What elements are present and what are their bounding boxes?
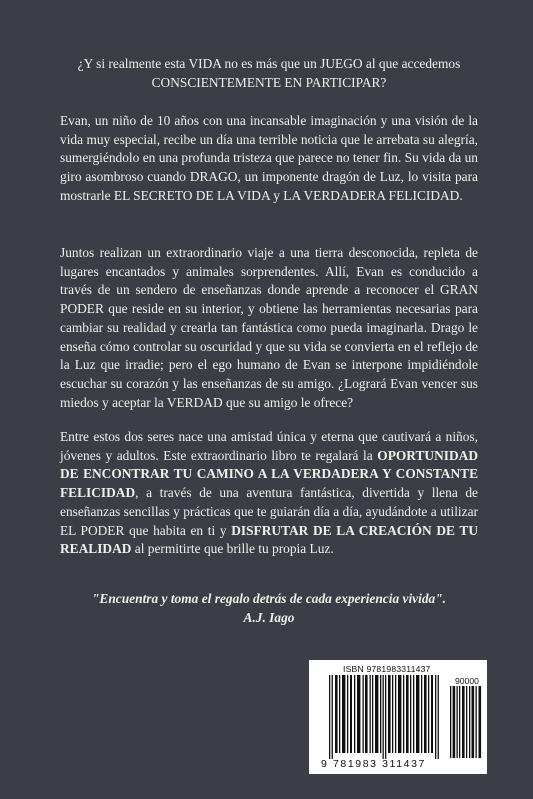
intro-question: ¿Y si realmente esta VIDA no es más que un JUEGO al que accedemos CONSCIENTEMENTE EN PARTICIPAR? [77,56,461,90]
isbn-barcode [309,660,487,774]
p4-text-c: al permitirte que brille tu propia Luz. [131,541,334,557]
price-code: 90000 [455,676,479,686]
synopsis-paragraph-2: Juntos realizan un extraordinario viaje a una tierra desconocida, repleta de lugares encantados y animales sorprendentes. Allí, Evan es conducido a través de un sendero de enseñanzas donde aprende a reconocer el GRAN PODER que reside en su interior, y obtiene las herramientas necesarias para cambiar su realidad y crearla tan fantástica como pueda imaginarla. Drago le enseña cómo controlar su oscuridad y que su vida se convierta en el reflejo de la Luz que irradie; pero el ego humano de Evan se interpone impidiéndole escuchar su corazón y las enseñanzas de su amigo. ¿Logrará Evan vencer sus miedos y aceptar la VERDAD que su amigo le ofrece? [60,245,478,410]
p4-text-b: , a través de una aventura fantástica, divertida y llena de enseñanzas sencillas y prácticas que te guiarán día a día, ayudándote a utilizar EL PODER que habita en ti y [60,485,478,538]
addon-barcode-bars [450,686,482,758]
quote-block [60,589,478,627]
synopsis-paragraph-3 [60,428,478,559]
p4-bold-a: OPORTUNIDAD DE ENCONTRAR TU CAMINO A LA VERDADERA Y CONSTANTE FELICIDAD [60,447,478,501]
quote-text: "Encuentra y toma el regalo detrás de cada experiencia vivida". [91,591,447,606]
barcode-digits: 9 781983 311437 [321,758,426,770]
p4-text-a: Entre estos dos seres nace una amistad única y eterna que cautivará a niños, jóvenes y adultos. Este extraordinario libro te regalará la [60,429,478,463]
barcode-bars [327,675,443,759]
isbn-label: ISBN 9781983311437 [343,664,431,674]
quote-author: A.J. Iago [243,610,295,625]
p4-bold-b: DISFRUTAR DE LA CREACIÓN DE TU REALIDAD [60,522,478,557]
synopsis-paragraph-1: Evan, un niño de 10 años con una incansable imaginación y una visión de la vida muy especial, recibe un día una terrible noticia que le arrebata su alegría, sumergiéndolo en una profunda tristeza que parece no tener fin. Su vida da un giro asombroso cuando DRAGO, un imponente dragón de Luz, lo visita para mostrarle EL SECRETO DE LA VIDA y LA VERDADERA FELICIDAD. [60,113,478,203]
